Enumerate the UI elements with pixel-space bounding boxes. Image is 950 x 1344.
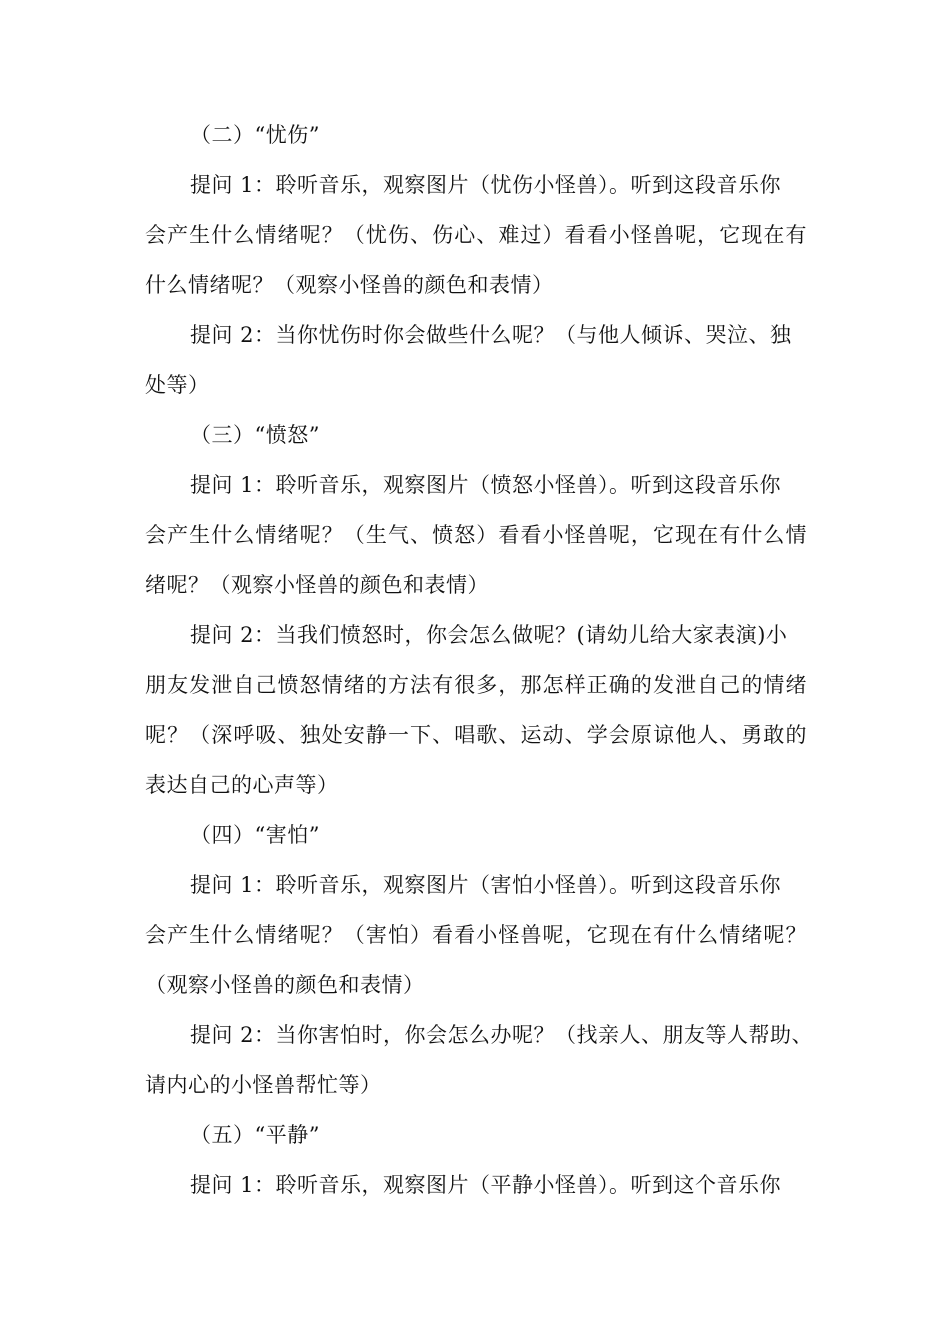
line-text: 会产生什么情绪呢？（忧伤、伤心、难过）看看小怪兽呢，它现在有 — [145, 223, 807, 247]
paragraph-line — [0, 460, 950, 510]
line-text: 会产生什么情绪呢？（生气、愤怒）看看小怪兽呢，它现在有什么情 — [145, 523, 807, 547]
paragraph-line — [0, 1060, 950, 1110]
line-text: （观察小怪兽的颜色和表情） — [145, 973, 425, 997]
paragraph-line — [0, 760, 950, 810]
paragraph-line — [0, 310, 950, 360]
line-text: 提问 1：聆听音乐，观察图片（愤怒小怪兽）。听到这段音乐你 — [190, 473, 782, 497]
line-text: 提问 1：聆听音乐，观察图片（平静小怪兽）。听到这个音乐你 — [190, 1173, 782, 1197]
line-text: 提问 1：聆听音乐，观察图片（忧伤小怪兽）。听到这段音乐你 — [190, 173, 782, 197]
heading-text: （二）“忧伤” — [190, 123, 320, 147]
paragraph-line — [0, 210, 950, 260]
line-text: 处等） — [145, 373, 210, 397]
line-text: 会产生什么情绪呢？（害怕）看看小怪兽呢，它现在有什么情绪呢？ — [145, 923, 807, 947]
section-heading-sadness — [0, 110, 950, 160]
heading-text: （五）“平静” — [190, 1123, 320, 1147]
paragraph-line — [0, 960, 950, 1010]
line-text: 提问 1：聆听音乐，观察图片（害怕小怪兽）。听到这段音乐你 — [190, 873, 782, 897]
paragraph-line — [0, 1010, 950, 1060]
line-text: 朋友发泄自己愤怒情绪的方法有很多，那怎样正确的发泄自己的情绪 — [145, 673, 807, 697]
paragraph-line — [0, 510, 950, 560]
line-text: 呢？（深呼吸、独处安静一下、唱歌、运动、学会原谅他人、勇敢的 — [145, 723, 807, 747]
paragraph-line — [0, 160, 950, 210]
paragraph-line — [0, 910, 950, 960]
line-text: 提问 2：当我们愤怒时，你会怎么做呢？(请幼儿给大家表演)小 — [190, 623, 788, 647]
paragraph-line — [0, 560, 950, 610]
paragraph-line — [0, 610, 950, 660]
paragraph-line — [0, 260, 950, 310]
paragraph-line — [0, 360, 950, 410]
paragraph-line — [0, 1160, 950, 1210]
line-text: 请内心的小怪兽帮忙等） — [145, 1073, 382, 1097]
paragraph-line — [0, 660, 950, 710]
paragraph-line — [0, 710, 950, 760]
section-heading-fear — [0, 810, 950, 860]
line-text: 表达自己的心声等） — [145, 773, 339, 797]
line-text: 绪呢？（观察小怪兽的颜色和表情） — [145, 573, 489, 597]
paragraph-line — [0, 860, 950, 910]
section-heading-calm — [0, 1110, 950, 1160]
heading-text: （四）“害怕” — [190, 823, 320, 847]
section-heading-anger — [0, 410, 950, 460]
line-text: 提问 2：当你忧伤时你会做些什么呢？（与他人倾诉、哭泣、独 — [190, 323, 792, 347]
line-text: 什么情绪呢？（观察小怪兽的颜色和表情） — [145, 273, 554, 297]
line-text: 提问 2：当你害怕时，你会怎么办呢？（找亲人、朋友等人帮助、 — [190, 1023, 814, 1047]
heading-text: （三）“愤怒” — [190, 423, 320, 447]
